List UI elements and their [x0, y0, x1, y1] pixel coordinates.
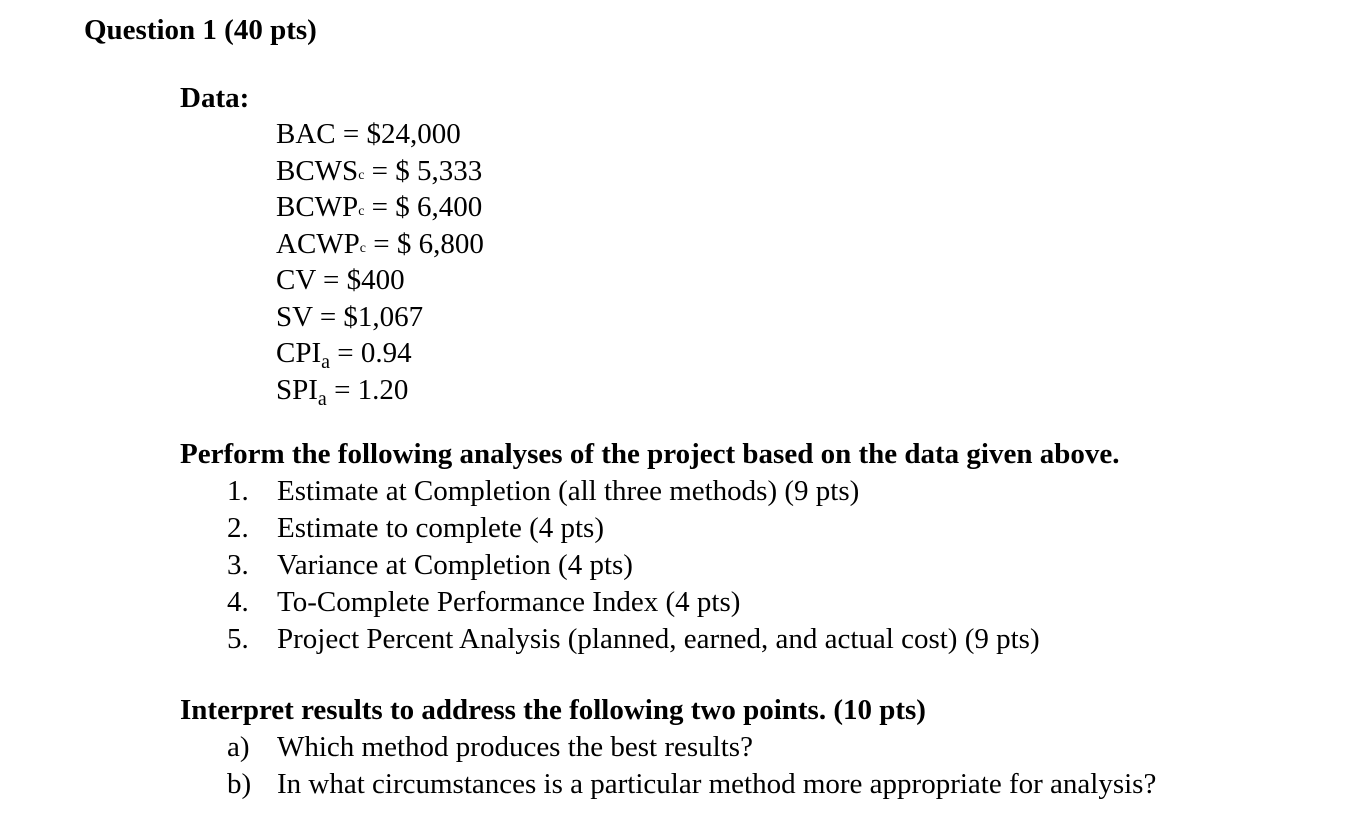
- interpretation-list: [227, 729, 1156, 803]
- data-item-cpi: [276, 335, 484, 372]
- data-item-value: = $400: [315, 264, 405, 296]
- data-item-name: BAC: [276, 118, 336, 150]
- list-item: [227, 510, 1040, 547]
- list-item-number: 2.: [227, 512, 249, 544]
- list-item: [227, 729, 1156, 766]
- list-item-text: Variance at Completion (4 pts): [277, 549, 633, 581]
- data-item-value: = $1,067: [312, 300, 424, 333]
- data-item-value: = $24,000: [335, 118, 461, 150]
- analyses-list: [227, 473, 1040, 658]
- list-item: [227, 621, 1040, 658]
- list-item-text: Which method produces the best results?: [277, 731, 753, 763]
- question-title: Question 1 (40 pts): [84, 14, 317, 46]
- data-item-name: CV: [276, 264, 316, 296]
- list-item-text: Project Percent Analysis (planned, earned, and actual cost) (9 pts): [277, 623, 1040, 655]
- data-item-value: = $ 6,800: [366, 227, 484, 260]
- data-item-cv: [276, 262, 484, 299]
- list-item-number: 5.: [227, 623, 249, 655]
- list-item: [227, 473, 1040, 510]
- data-item-name: SV: [276, 300, 313, 333]
- list-item: [227, 584, 1040, 621]
- data-item-subscript: c: [358, 204, 365, 219]
- data-item-subscript: a: [321, 351, 331, 373]
- list-item: [227, 547, 1040, 584]
- data-item-name: BCWS: [276, 154, 359, 187]
- analyses-heading: Perform the following analyses of the project based on the data given above.: [180, 438, 1120, 470]
- data-item-subscript: c: [359, 240, 367, 256]
- interpretation-heading: Interpret results to address the following two points. (10 pts): [180, 694, 926, 726]
- list-item-letter: b): [227, 768, 252, 800]
- list-item-number: 4.: [227, 586, 249, 618]
- data-label: Data:: [180, 82, 250, 114]
- list-item-text: In what circumstances is a particular method more appropriate for analysis?: [277, 768, 1157, 800]
- data-item-spi: [276, 372, 484, 409]
- data-item-value: = $ 5,333: [364, 154, 483, 187]
- data-item-value: = $ 6,400: [364, 191, 483, 223]
- list-item-number: 3.: [227, 549, 249, 581]
- list-item-text: Estimate to complete (4 pts): [277, 512, 604, 544]
- data-item-bcws: [276, 153, 484, 190]
- data-item-name: SPI: [276, 373, 318, 406]
- data-item-acwp: [276, 226, 484, 263]
- data-item-subscript: c: [358, 167, 365, 183]
- data-item-name: BCWP: [276, 191, 359, 223]
- data-item-subscript: a: [317, 387, 327, 410]
- data-item-value: = 0.94: [330, 337, 412, 369]
- list-item-letter: a): [227, 731, 250, 763]
- list-item-text: Estimate at Completion (all three methods) (9 pts): [277, 475, 860, 507]
- data-item-sv: [276, 299, 484, 336]
- list-item-number: 1.: [227, 475, 249, 507]
- data-list: [276, 116, 484, 408]
- data-item-name: CPI: [276, 337, 322, 369]
- data-item-bac: [276, 116, 484, 153]
- data-item-value: = 1.20: [326, 373, 409, 406]
- list-item-text: To-Complete Performance Index (4 pts): [277, 586, 741, 618]
- data-item-name: ACWP: [276, 227, 360, 260]
- data-item-bcwp: [276, 189, 484, 226]
- list-item: [227, 766, 1156, 803]
